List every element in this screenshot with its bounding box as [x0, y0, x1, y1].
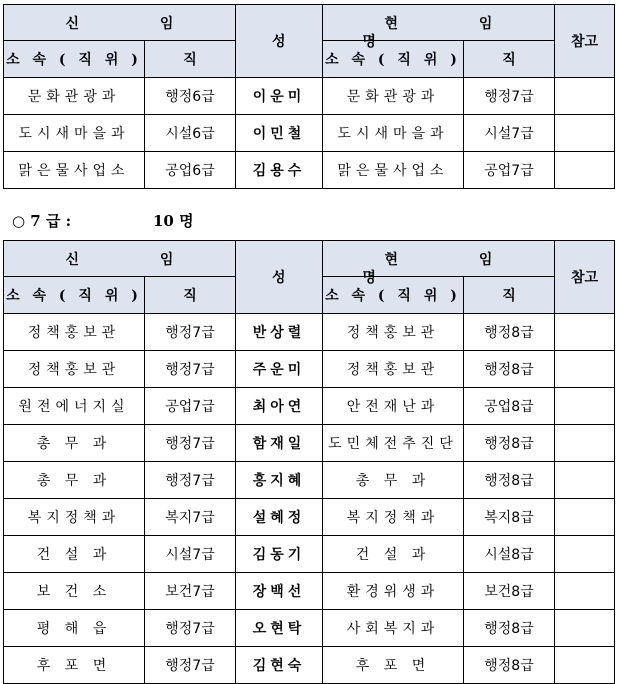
note-cell	[555, 78, 615, 115]
table-row	[4, 388, 615, 425]
header-rank: 직	[145, 41, 236, 78]
header-new-post: 신 임	[4, 5, 236, 41]
table-row	[4, 425, 615, 462]
section-7grade-label: ○ 7 급 :	[12, 212, 72, 230]
note-cell	[555, 536, 615, 573]
new-rank-cell: 행정7급	[145, 314, 236, 351]
current-affiliation-cell: 총 무 과	[323, 462, 464, 499]
current-rank-cell: 공업8급	[464, 388, 555, 425]
header-affiliation: 소 속 ( 직 위 )	[323, 41, 464, 78]
name-cell: 홍지혜	[236, 462, 323, 499]
table-row	[4, 536, 615, 573]
new-affiliation-cell: 건 설 과	[4, 536, 145, 573]
new-affiliation-cell: 총 무 과	[4, 462, 145, 499]
table-row	[4, 115, 615, 152]
new-rank-cell: 행정7급	[145, 462, 236, 499]
header-current-post: 현 임	[323, 241, 555, 277]
new-affiliation-cell: 맑은물사업소	[4, 152, 145, 189]
header-rank: 직	[145, 277, 236, 314]
new-rank-cell: 시설7급	[145, 536, 236, 573]
current-affiliation-cell: 맑은물사업소	[323, 152, 464, 189]
header-current-post: 현 임	[323, 5, 555, 41]
current-rank-cell: 행정8급	[464, 314, 555, 351]
note-cell	[555, 462, 615, 499]
note-cell	[555, 573, 615, 610]
current-rank-cell: 행정8급	[464, 425, 555, 462]
header-rank: 직	[464, 277, 555, 314]
section-7grade-count: 10 명	[153, 212, 194, 230]
name-cell: 반상렬	[236, 314, 323, 351]
new-affiliation-cell: 도시새마을과	[4, 115, 145, 152]
new-rank-cell: 공업6급	[145, 152, 236, 189]
header-name: 성 명	[236, 5, 323, 78]
header-note: 참고	[555, 5, 615, 78]
current-affiliation-cell: 안전재난과	[323, 388, 464, 425]
current-rank-cell: 행정7급	[464, 78, 555, 115]
header-affiliation: 소 속 ( 직 위 )	[4, 277, 145, 314]
current-rank-cell: 행정8급	[464, 647, 555, 684]
name-cell: 설혜정	[236, 499, 323, 536]
note-cell	[555, 647, 615, 684]
note-cell	[555, 115, 615, 152]
current-affiliation-cell: 후 포 면	[323, 647, 464, 684]
name-cell: 오현탁	[236, 610, 323, 647]
table-row	[4, 647, 615, 684]
table-row	[4, 573, 615, 610]
table-row	[4, 462, 615, 499]
header-affiliation: 소 속 ( 직 위 )	[323, 277, 464, 314]
header-affiliation: 소 속 ( 직 위 )	[4, 41, 145, 78]
new-rank-cell: 행정7급	[145, 351, 236, 388]
new-affiliation-cell: 정책홍보관	[4, 351, 145, 388]
name-cell: 함재일	[236, 425, 323, 462]
header-rank: 직	[464, 41, 555, 78]
note-cell	[555, 314, 615, 351]
current-rank-cell: 보건8급	[464, 573, 555, 610]
current-rank-cell: 시설7급	[464, 115, 555, 152]
personnel-table-6grade	[3, 4, 615, 189]
current-affiliation-cell: 정책홍보관	[323, 351, 464, 388]
name-cell: 최아연	[236, 388, 323, 425]
note-cell	[555, 152, 615, 189]
new-rank-cell: 행정6급	[145, 78, 236, 115]
name-cell: 이운미	[236, 78, 323, 115]
new-rank-cell: 복지7급	[145, 499, 236, 536]
name-cell: 김현숙	[236, 647, 323, 684]
new-rank-cell: 행정7급	[145, 610, 236, 647]
current-rank-cell: 행정8급	[464, 462, 555, 499]
new-affiliation-cell: 보 건 소	[4, 573, 145, 610]
current-affiliation-cell: 복지정책과	[323, 499, 464, 536]
new-rank-cell: 보건7급	[145, 573, 236, 610]
note-cell	[555, 351, 615, 388]
table-row	[4, 610, 615, 647]
name-cell: 이민철	[236, 115, 323, 152]
new-rank-cell: 행정7급	[145, 425, 236, 462]
current-rank-cell: 행정8급	[464, 610, 555, 647]
new-affiliation-cell: 원전에너지실	[4, 388, 145, 425]
name-cell: 김용수	[236, 152, 323, 189]
current-rank-cell: 복지8급	[464, 499, 555, 536]
table-row	[4, 314, 615, 351]
personnel-table-7grade	[3, 240, 615, 684]
name-cell: 장백선	[236, 573, 323, 610]
note-cell	[555, 610, 615, 647]
new-affiliation-cell: 문화관광과	[4, 78, 145, 115]
current-affiliation-cell: 환경위생과	[323, 573, 464, 610]
current-rank-cell: 공업7급	[464, 152, 555, 189]
name-cell: 김동기	[236, 536, 323, 573]
header-name: 성 명	[236, 241, 323, 314]
new-affiliation-cell: 복지정책과	[4, 499, 145, 536]
header-new-post: 신 임	[4, 241, 236, 277]
new-rank-cell: 행정7급	[145, 647, 236, 684]
new-affiliation-cell: 정책홍보관	[4, 314, 145, 351]
note-cell	[555, 425, 615, 462]
new-affiliation-cell: 총 무 과	[4, 425, 145, 462]
table-row	[4, 78, 615, 115]
header-note: 참고	[555, 241, 615, 314]
name-cell: 주운미	[236, 351, 323, 388]
new-rank-cell: 공업7급	[145, 388, 236, 425]
current-affiliation-cell: 도민체전추진단	[323, 425, 464, 462]
table-row	[4, 351, 615, 388]
new-affiliation-cell: 후 포 면	[4, 647, 145, 684]
current-affiliation-cell: 사회복지과	[323, 610, 464, 647]
note-cell	[555, 388, 615, 425]
current-rank-cell: 행정8급	[464, 351, 555, 388]
current-affiliation-cell: 정책홍보관	[323, 314, 464, 351]
current-affiliation-cell: 건 설 과	[323, 536, 464, 573]
new-rank-cell: 시설6급	[145, 115, 236, 152]
current-affiliation-cell: 문화관광과	[323, 78, 464, 115]
current-affiliation-cell: 도시새마을과	[323, 115, 464, 152]
current-rank-cell: 시설8급	[464, 536, 555, 573]
note-cell	[555, 499, 615, 536]
table-row	[4, 499, 615, 536]
new-affiliation-cell: 평 해 읍	[4, 610, 145, 647]
table-row	[4, 152, 615, 189]
